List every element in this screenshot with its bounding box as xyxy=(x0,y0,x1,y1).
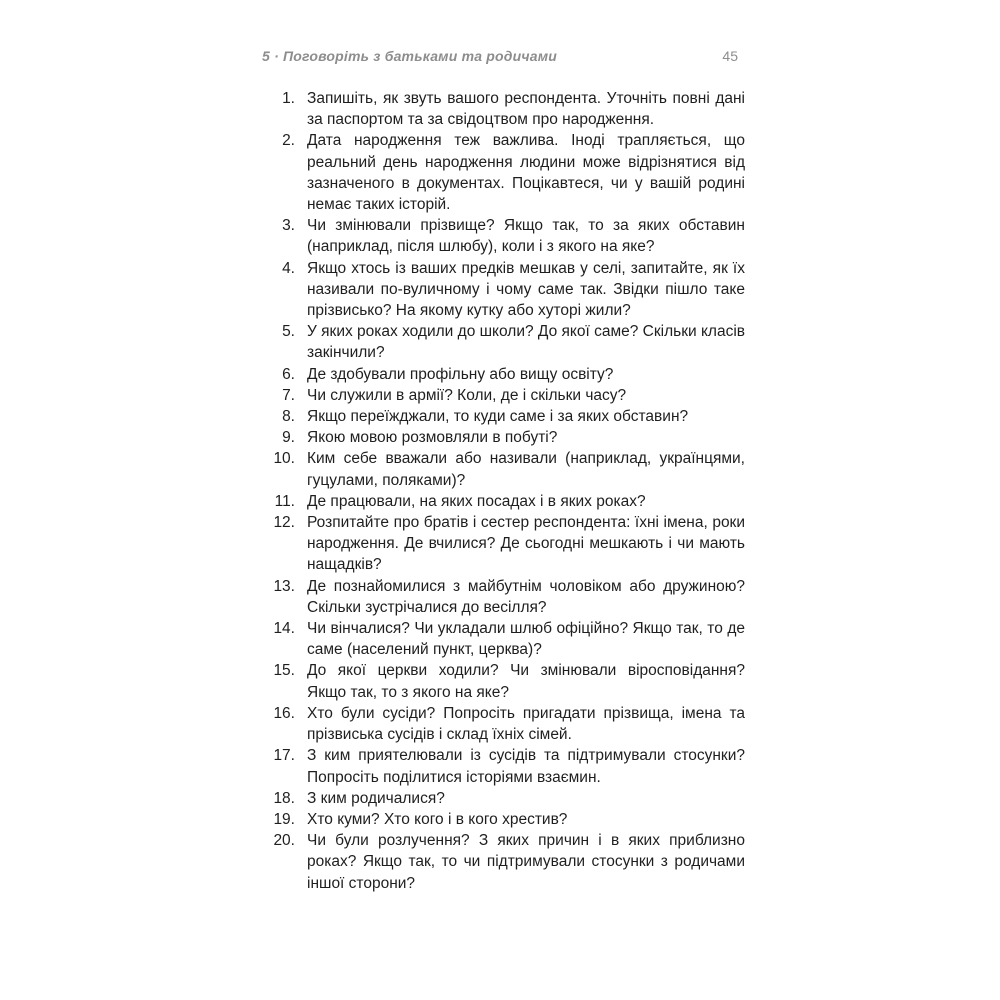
list-item xyxy=(261,448,745,490)
item-number: 11. xyxy=(274,492,295,510)
item-number: 17. xyxy=(273,747,295,765)
list-item xyxy=(261,830,745,894)
item-number: 18. xyxy=(273,789,295,807)
item-number: 9. xyxy=(282,429,295,447)
item-text: Чи були розлучення? З яких причин і в яких приблизно роках? Якщо так, то чи підтримували стосунки з родичами іншої сторони? xyxy=(307,832,745,892)
item-number: 6. xyxy=(282,365,295,383)
item-text: Чи служили в армії? Коли, де і скільки часу? xyxy=(307,386,627,404)
list-item xyxy=(261,427,745,448)
question-list xyxy=(261,88,745,894)
item-text: Запишіть, як звуть вашого респондента. Уточніть повні дані за паспортом та за свідоцтвом про народження. xyxy=(307,90,745,129)
list-item xyxy=(261,618,745,660)
item-text: Де познайомилися з майбутнім чоловіком або дружиною? Скільки зустрічалися до весілля? xyxy=(307,577,745,616)
list-item xyxy=(261,660,745,702)
item-text: Якою мовою розмовляли в побуті? xyxy=(307,429,558,447)
list-item xyxy=(261,406,745,427)
item-number: 1. xyxy=(282,90,295,107)
item-text: Чи вінчалися? Чи укладали шлюб офіційно? Якщо так, то де саме (населений пункт, церква)? xyxy=(307,620,745,659)
item-number: 14. xyxy=(273,620,295,638)
item-number: 16. xyxy=(273,704,295,722)
page-header xyxy=(262,48,738,64)
item-text: Розпитайте про братів і сестер респондента: їхні імена, роки народження. Де вчилися? Де сьогодні мешкають і чи мають нащадків? xyxy=(307,514,745,574)
item-text: У яких роках ходили до школи? До якої саме? Скільки класів закінчили? xyxy=(307,323,746,362)
item-number: 13. xyxy=(273,577,295,595)
list-item xyxy=(261,512,745,576)
item-number: 7. xyxy=(282,386,295,404)
list-item xyxy=(261,258,745,322)
item-text: Чи змінювали прізвище? Якщо так, то за яких обставин (наприклад, після шлюбу), коли і з якого на яке? xyxy=(307,217,745,256)
item-number: 3. xyxy=(282,217,295,235)
item-text: Якщо хтось із ваших предків мешкав у селі, запитайте, як їх називали по-вуличному і чому саме так. Звідки пішло таке прізвисько? На якому кутку або хуторі жили? xyxy=(307,259,745,320)
item-text: Де здобували профільну або вищу освіту? xyxy=(307,365,614,383)
item-number: 8. xyxy=(282,408,295,426)
list-item xyxy=(261,385,745,406)
item-text: З ким приятелювали із сусідів та підтримували стосунки? Попросіть поділитися історіями взаємин. xyxy=(307,747,745,786)
item-number: 4. xyxy=(282,259,295,277)
list-item xyxy=(261,576,745,618)
item-text: Якщо переїжджали, то куди саме і за яких обставин? xyxy=(307,408,689,426)
item-number: 5. xyxy=(282,323,295,341)
list-item xyxy=(261,703,745,745)
item-text: Дата народження теж важлива. Іноді трапляється, що реальний день народження людини може відрізнятися від зазначеного в документах. Поцікавтеся, чи у вашій родині немає таких історій. xyxy=(307,132,745,214)
item-text: Ким себе вважали або називали (наприклад, українцями, гуцулами, поляками)? xyxy=(307,450,745,489)
list-item xyxy=(261,745,745,787)
list-item xyxy=(261,364,745,385)
item-number: 12. xyxy=(273,514,295,532)
list-item xyxy=(261,88,745,130)
list-item xyxy=(261,491,745,512)
item-number: 20. xyxy=(273,832,295,850)
page-number: 45 xyxy=(722,48,738,64)
list-item xyxy=(261,215,745,257)
item-text: До якої церкви ходили? Чи змінювали віросповідання? Якщо так, то з якого на яке? xyxy=(307,662,745,701)
item-number: 2. xyxy=(282,132,295,150)
item-number: 19. xyxy=(273,810,295,828)
item-text: Хто куми? Хто кого і в кого хрестив? xyxy=(307,810,568,828)
item-number: 15. xyxy=(273,662,295,680)
list-item xyxy=(261,788,745,809)
item-text: З ким родичалися? xyxy=(307,789,445,807)
chapter-title: 5 · Поговоріть з батьками та родичами xyxy=(262,48,558,64)
list-item xyxy=(261,321,745,363)
item-text: Де працювали, на яких посадах і в яких роках? xyxy=(307,492,646,510)
list-item xyxy=(261,809,745,830)
item-number: 10. xyxy=(273,450,295,468)
item-text: Хто були сусіди? Попросіть пригадати прізвища, імена та прізвиська сусідів і склад їхніх сімей. xyxy=(307,704,745,744)
list-item xyxy=(261,130,745,215)
